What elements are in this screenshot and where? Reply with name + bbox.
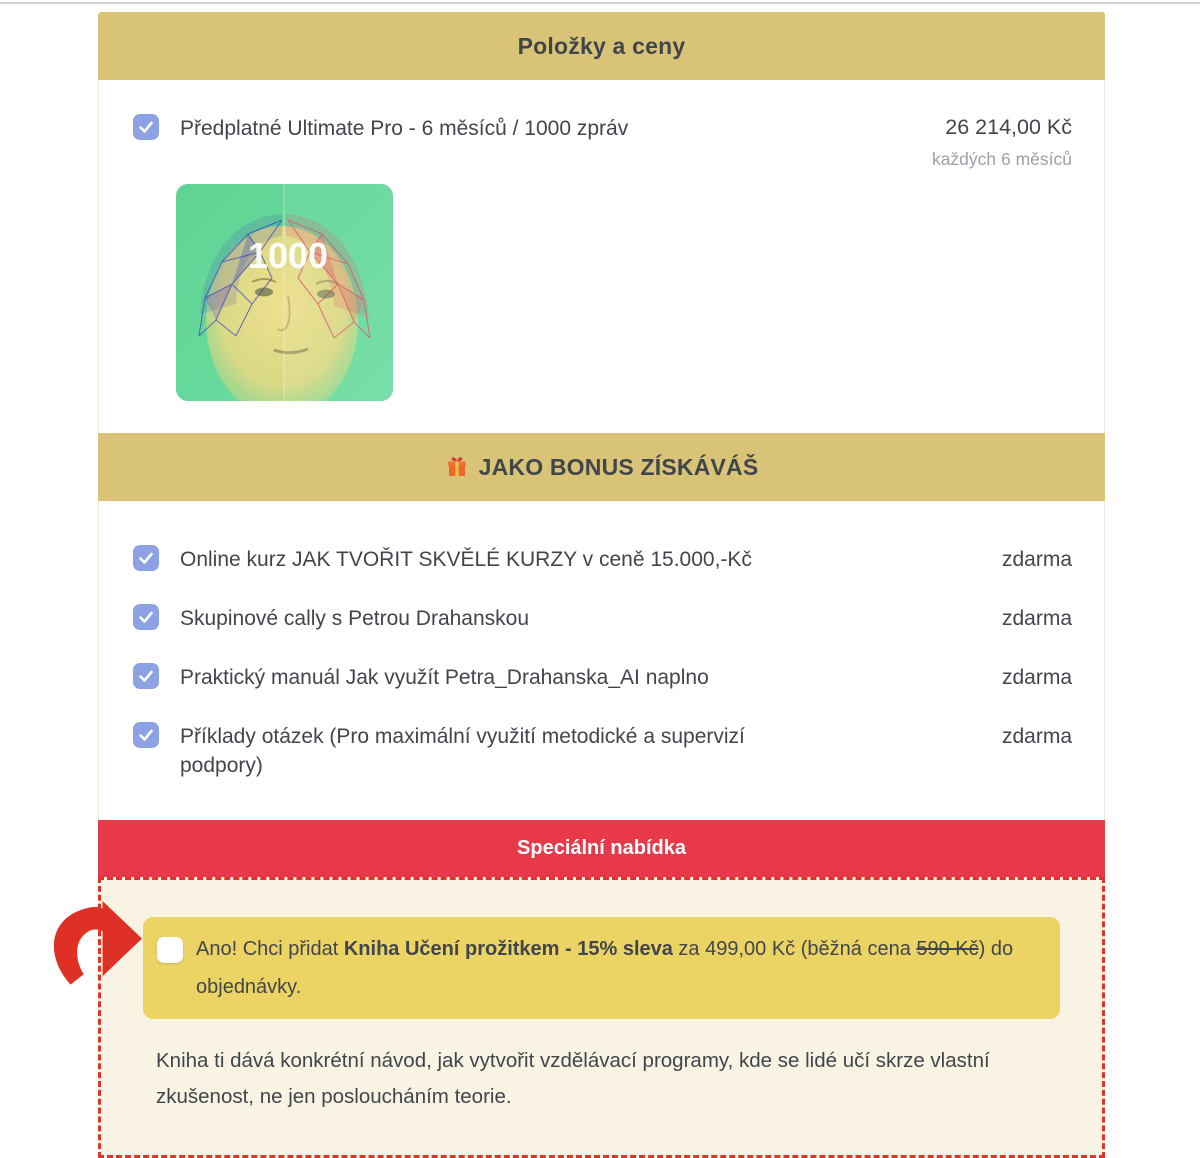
- bonus-item-price: zdarma: [1001, 666, 1072, 689]
- check-icon: [137, 667, 155, 685]
- product-row: [133, 114, 1072, 170]
- offer-original-price: 590 Kč: [916, 938, 979, 960]
- bonus-item-price: zdarma: [1001, 725, 1072, 748]
- bonus-item-label: Skupinové cally s Petrou Drahanskou: [180, 607, 530, 630]
- order-summary-card: [98, 12, 1105, 1158]
- special-offer-title: Speciální nabídka: [517, 837, 686, 859]
- special-offer-panel: [98, 877, 1105, 1158]
- bonus-row: [133, 545, 1072, 574]
- offer-text-prefix: Ano! Chci přidat: [196, 938, 344, 960]
- product-price-period: každých 6 měsíců: [931, 149, 1072, 169]
- bonus-checkbox-1[interactable]: [133, 545, 159, 571]
- gift-icon: [445, 455, 469, 479]
- curved-arrow-icon: [48, 894, 142, 986]
- bonus-item-price: zdarma: [1001, 607, 1072, 630]
- items-header-title: Položky a ceny: [517, 32, 686, 59]
- bonus-item-label: Praktický manuál Jak využít Petra_Drahanska_AI naplno: [180, 666, 709, 689]
- product-checkbox[interactable]: [133, 114, 159, 140]
- product-price: 26 214,00 Kč: [945, 115, 1072, 139]
- top-divider: [0, 2, 1200, 4]
- bonus-section: [98, 501, 1105, 820]
- items-header-bar: [98, 12, 1105, 80]
- offer-text-bold: Kniha Učení prožitkem - 15% sleva: [343, 938, 673, 960]
- bonus-row: [133, 663, 1072, 692]
- check-icon: [137, 726, 155, 744]
- offer-text-middle: za 499,00 Kč (běžná cena: [672, 938, 917, 960]
- product-section: [98, 80, 1105, 433]
- check-icon: [137, 118, 155, 136]
- upsell-offer-box[interactable]: [143, 917, 1060, 1019]
- offer-description: Kniha ti dává konkrétní návod, jak vytvořit vzdělávací programy, kde se lidé učí skrze vlastní zkušenost, ne jen posloucháním teorie.: [156, 1049, 990, 1108]
- product-price-block: [932, 114, 1072, 170]
- upsell-checkbox[interactable]: [157, 937, 183, 963]
- bonus-item-label: Příklady otázek (Pro maximální využití metodické a supervizí podpory): [180, 725, 745, 777]
- upsell-offer-label: [196, 930, 1038, 1006]
- bonus-row: [133, 604, 1072, 633]
- bonus-header-bar: [98, 433, 1105, 501]
- product-title: Předplatné Ultimate Pro - 6 měsíců / 1000 zpráv: [180, 117, 629, 140]
- bonus-checkbox-4[interactable]: [133, 722, 159, 748]
- bonus-checkbox-2[interactable]: [133, 604, 159, 630]
- avatar-mesh-image: [176, 184, 393, 401]
- bonus-row: [133, 722, 1072, 780]
- check-icon: [137, 608, 155, 626]
- special-offer-bar: [98, 820, 1105, 877]
- product-thumbnail: [176, 184, 393, 401]
- check-icon: [137, 549, 155, 567]
- offer-text-suffix: ) do objednávky.: [196, 938, 1014, 998]
- bonus-checkbox-3[interactable]: [133, 663, 159, 689]
- bonus-item-price: zdarma: [1001, 548, 1072, 571]
- bonus-item-label: Online kurz JAK TVOŘIT SKVĚLÉ KURZY v ceně 15.000,-Kč: [180, 548, 752, 571]
- message-count-label: 1000: [247, 235, 329, 276]
- bonus-header-title: JAKO BONUS ZÍSKÁVÁŠ: [478, 453, 759, 480]
